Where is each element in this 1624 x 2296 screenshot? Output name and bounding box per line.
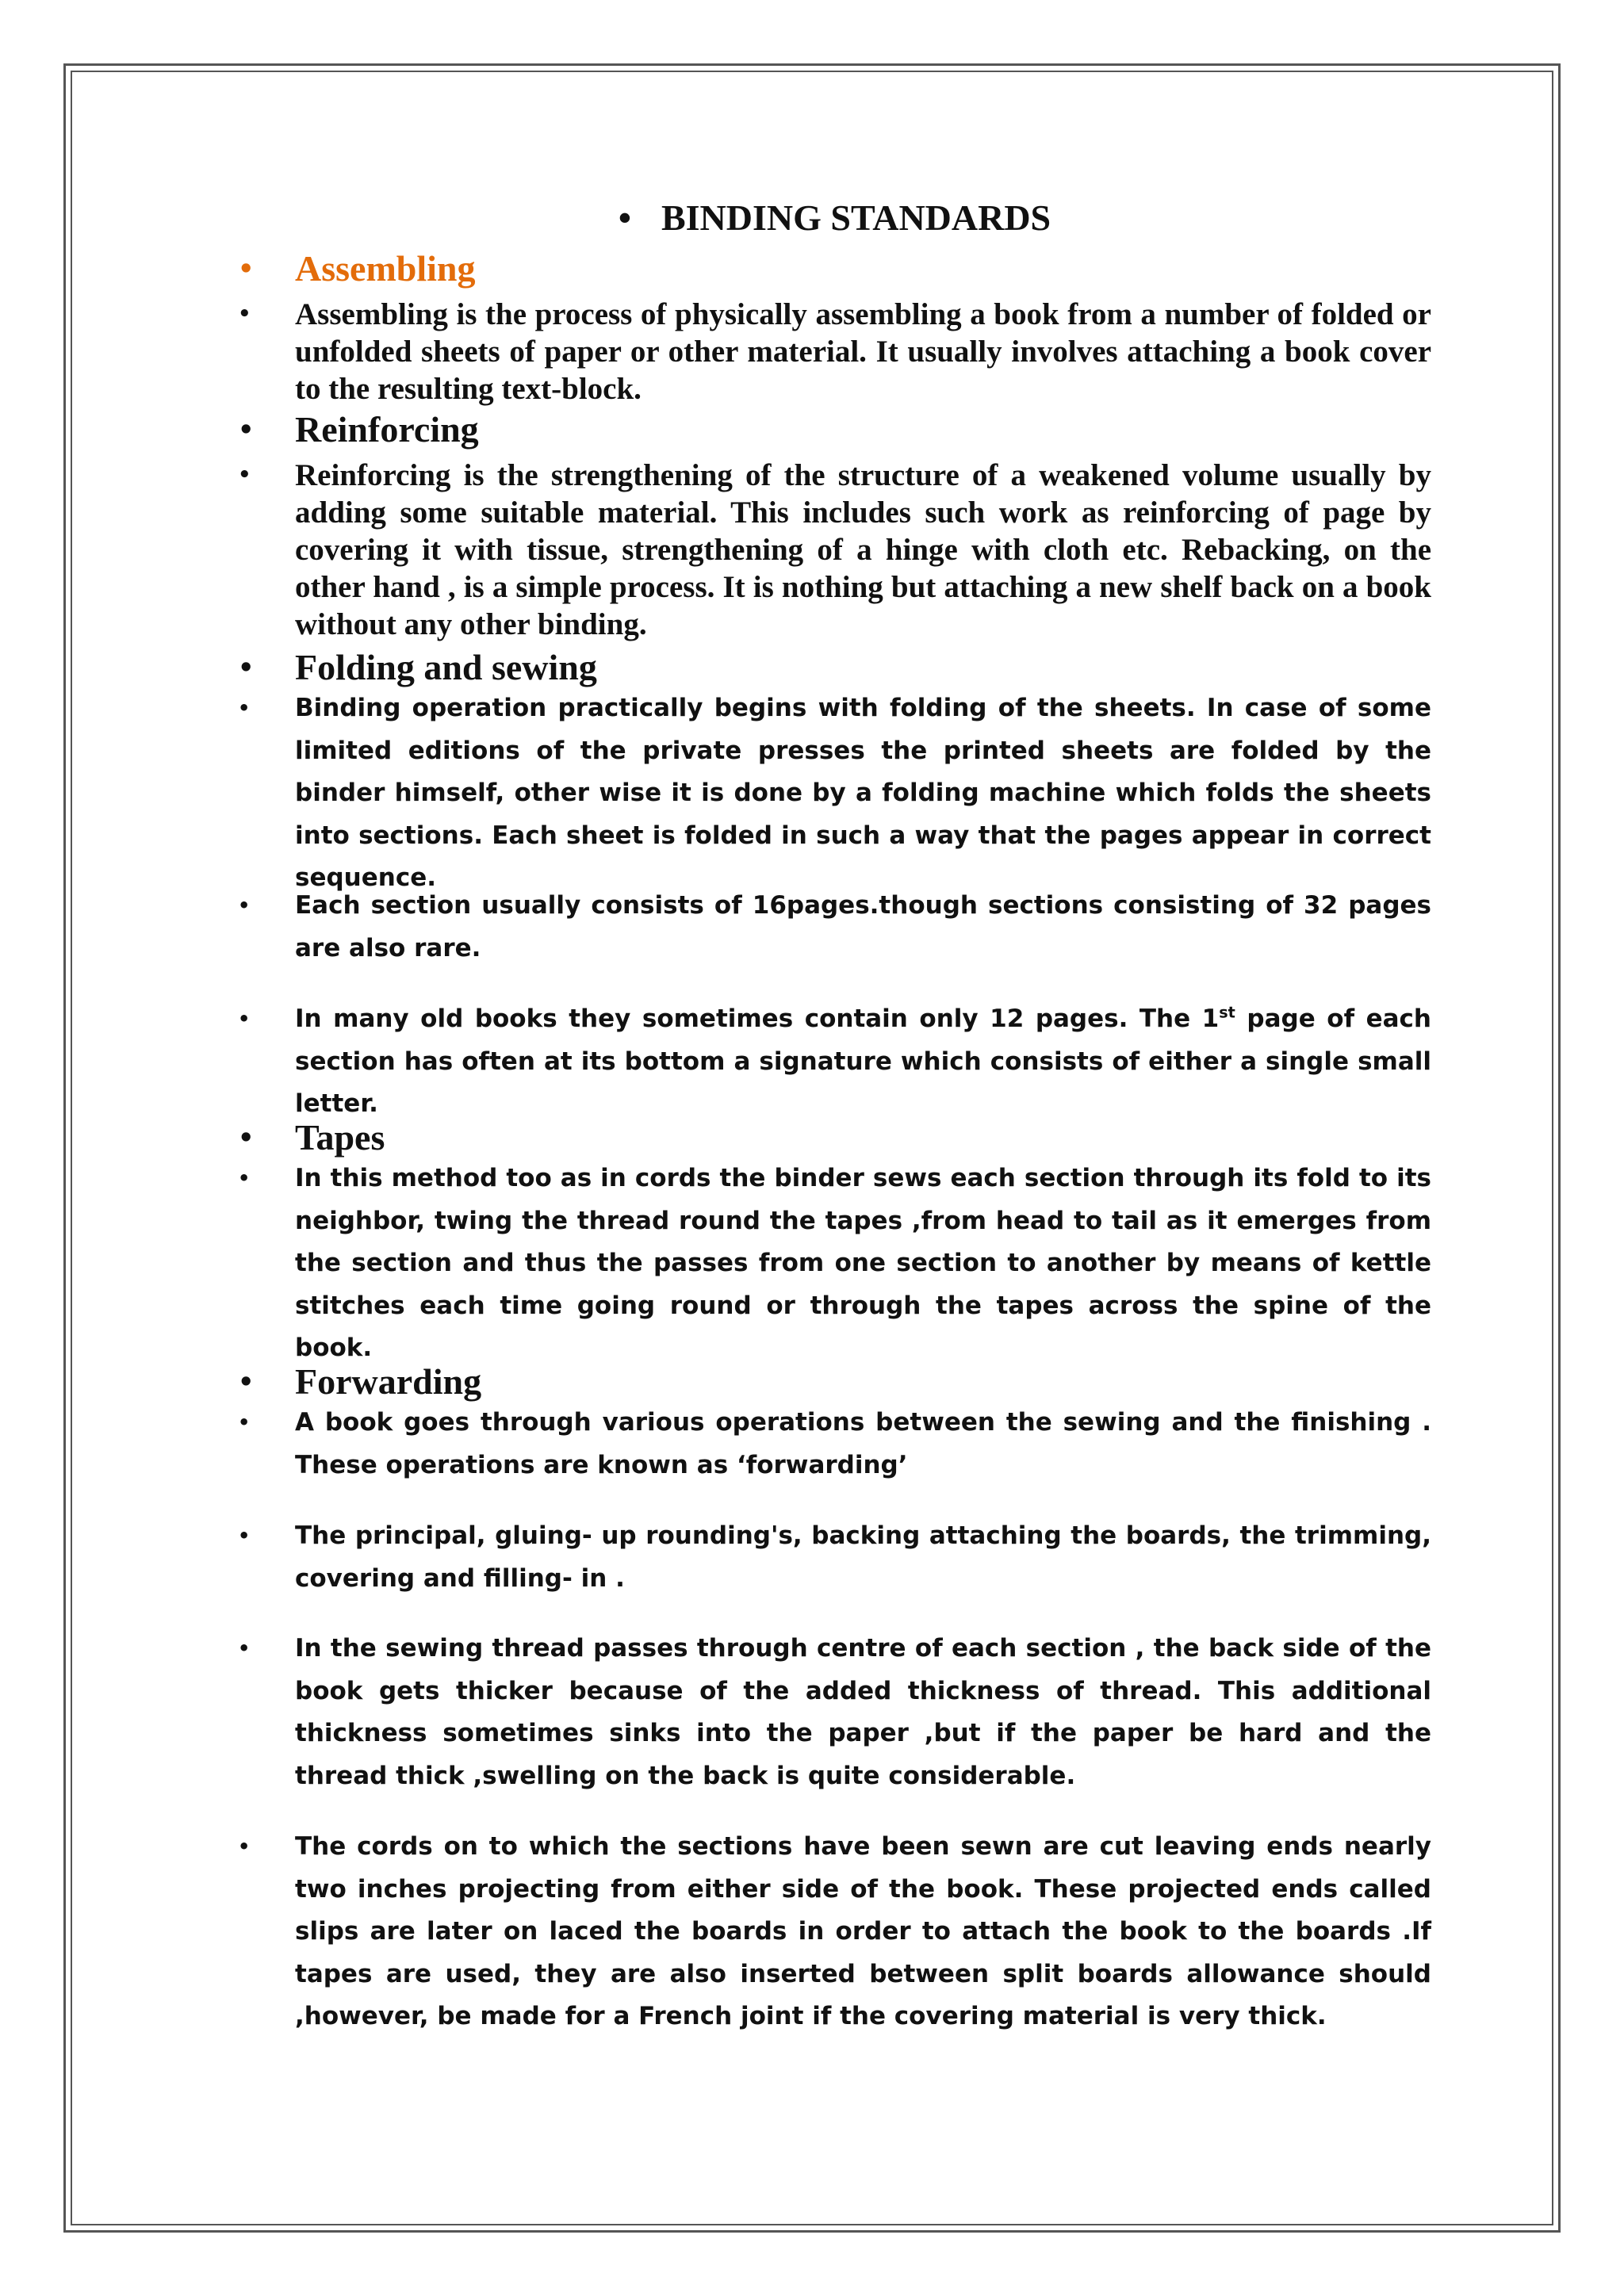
bullet-icon: • — [238, 1367, 255, 1397]
bullet-icon: • — [238, 1411, 251, 1433]
paragraph-tapes — [238, 1158, 1431, 1370]
paragraph-forwarding-2 — [238, 1515, 1431, 1600]
paragraph-folding-1 — [238, 687, 1431, 900]
heading-forwarding — [238, 1360, 1431, 1403]
bullet-icon: • — [238, 894, 251, 916]
bullet-icon: • — [238, 302, 251, 326]
bullet-icon: • — [238, 254, 255, 284]
paragraph-text: A book goes through various operations between the sewing and the finishing . These operations are known as ‘forwarding’ — [295, 1408, 1431, 1479]
heading-folding-and-sewing — [238, 646, 1431, 689]
bullet-icon: • — [238, 1637, 251, 1659]
paragraph-folding-2 — [238, 885, 1431, 970]
bullet-icon: • — [238, 652, 255, 683]
paragraph-text: In this method too as in cords the binder sews each section through its fold to its neighbor, twing the thread round the tapes ,from head to tail as it emerges from the section and thus the passes from one section to another by means of kettle stitches each time going round or through the tapes across the spine of the book. — [295, 1164, 1431, 1362]
paragraph-text: In the sewing thread passes through centre of each section , the back side of the book gets thicker because of the added thickness of thread. This additional thickness sometimes sinks into the paper ,but if the paper be hard and the thread thick ,swelling on the back is quite considerable. — [295, 1634, 1431, 1790]
bullet-icon: • — [238, 1525, 251, 1547]
text-segment: page of each section has often at its bottom a signature which consists of either a single small letter. — [295, 1004, 1431, 1118]
text-segment: In many old books they sometimes contain only 12 pages. The 1 — [295, 1004, 1220, 1033]
bullet-icon: • — [238, 1835, 251, 1858]
paragraph-forwarding-4 — [238, 1826, 1431, 2038]
heading-text: Folding and sewing — [295, 647, 597, 687]
heading-text: Forwarding — [295, 1361, 482, 1402]
heading-tapes — [238, 1116, 1431, 1159]
bullet-icon: • — [238, 1167, 251, 1189]
paragraph-text: Reinforcing is the strengthening of the structure of a weakened volume usually by adding some suitable material. This includes such work as reinforcing of page by covering it with tissue, strengthening of a hinge with cloth etc. Rebacking, on the other hand , is a simple process. It is nothing but attaching a new shelf back on a book without any other binding. — [295, 458, 1431, 641]
paragraph-reinforcing — [238, 457, 1431, 643]
page-title: BINDING STANDARDS — [661, 197, 1051, 238]
bullet-icon: • — [238, 415, 255, 445]
paragraph-text — [295, 998, 1431, 1126]
paragraph-forwarding-3 — [238, 1628, 1431, 1797]
bullet-icon: • — [238, 697, 251, 719]
heading-text: Tapes — [295, 1117, 385, 1158]
heading-assembling — [238, 247, 1431, 290]
heading-reinforcing — [238, 408, 1431, 451]
bullet-icon: • — [238, 1008, 251, 1030]
heading-text: Assembling — [295, 248, 476, 289]
paragraph-text: Binding operation practically begins with folding of the sheets. In case of some limited editions of the private presses the printed sheets are folded by the binder himself, other wise it is done by a folding machine which folds the sheets into sections. Each sheet is folded in such a way that the pages appear in correct sequence. — [295, 694, 1431, 892]
bullet-icon: • — [618, 197, 631, 238]
page-title-row — [238, 197, 1431, 239]
ordinal-suffix: st — [1219, 1003, 1235, 1022]
heading-text: Reinforcing — [295, 409, 479, 450]
bullet-icon: • — [238, 463, 251, 487]
paragraph-assembling — [238, 296, 1431, 408]
paragraph-folding-3 — [238, 998, 1431, 1126]
paragraph-text: Assembling is the process of physically assembling a book from a number of folded or unfolded sheets of paper or other material. It usually involves attaching a book cover to the resulting text-block. — [295, 297, 1431, 406]
paragraph-text: The principal, gluing- up rounding's, backing attaching the boards, the trimming, covering and filling- in . — [295, 1521, 1431, 1593]
paragraph-text: Each section usually consists of 16pages.though sections consisting of 32 pages are also rare. — [295, 891, 1431, 962]
paragraph-text: The cords on to which the sections have been sewn are cut leaving ends nearly two inches projecting from either side of the book. These projected ends called slips are later on laced the boards in order to attach the book to the boards .If tapes are used, they are also inserted between split boards allowance should ,however, be made for a French joint if the covering material is very thick. — [295, 1832, 1431, 2030]
bullet-icon: • — [238, 1123, 255, 1153]
paragraph-forwarding-1 — [238, 1402, 1431, 1487]
